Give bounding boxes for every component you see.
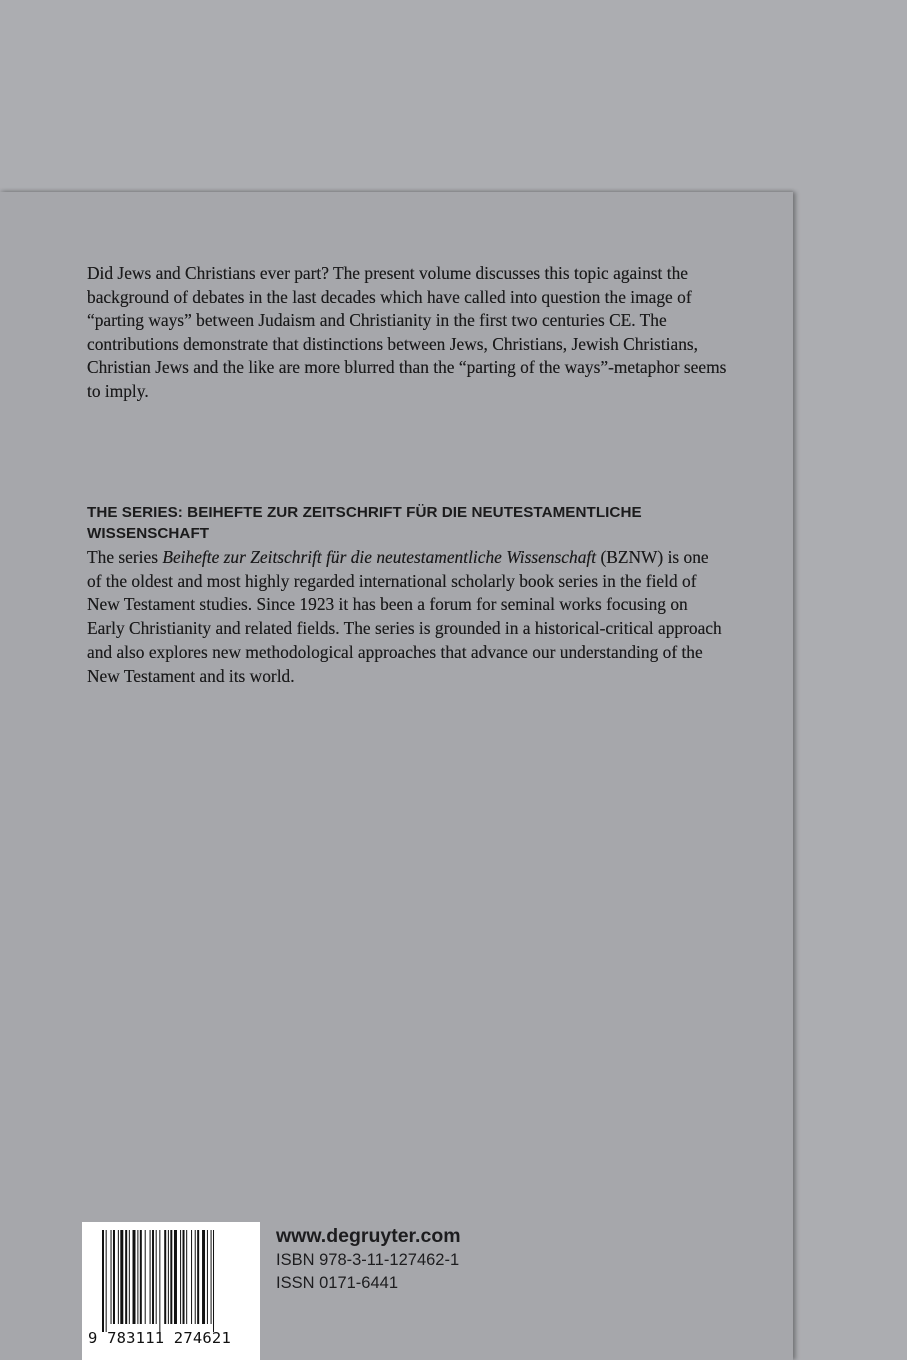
series-description [87, 546, 727, 688]
barcode-bar [174, 1230, 177, 1324]
barcode-bar [186, 1230, 187, 1324]
barcode-bars [102, 1230, 252, 1332]
barcode-bar [195, 1230, 196, 1324]
barcode-bar [150, 1230, 151, 1324]
barcode-bar [140, 1230, 142, 1324]
barcode-bar [156, 1230, 157, 1324]
series-heading: THE SERIES: BEIHEFTE ZUR ZEITSCHRIFT FÜR DIE NEUTESTAMENTLICHE WISSENSCHAFT [87, 504, 642, 542]
barcode-bar [168, 1230, 169, 1324]
barcode-bar [152, 1230, 154, 1324]
series-intro: The series [87, 547, 158, 567]
isbn-number: ISBN 978-3-11-127462-1 [276, 1251, 460, 1269]
barcode-bar [207, 1230, 208, 1324]
barcode-bar [145, 1230, 146, 1324]
barcode-bar [111, 1230, 112, 1324]
barcode-bar [164, 1230, 166, 1324]
publisher-info [276, 1224, 461, 1295]
barcode-bar [183, 1230, 185, 1324]
series-body: (BZNW) is one of the oldest and most highly regarded international scholarly book series in the field of New Testament studies. Since 1923 it has been a forum for seminal works focusing on Early Christianity and related fields. The series is grounded in a historical-critical approach and also explores new methodological approaches that advance our understanding of the New Testament and its world. [87, 547, 722, 686]
barcode-bar [125, 1230, 127, 1324]
book-blurb: Did Jews and Christians ever part? The present volume discusses this topic against the background of debates in the last decades which have called into question the image of “parting ways” between Judaism and Christianity in the first two centuries CE. The contributions demonstrate that distinctions between Jews, Christians, Jewish Christians, Christian Jews and the like are more blurred than the “parting of the ways”-metaphor seems to imply. [87, 263, 727, 401]
barcode-bar [191, 1230, 192, 1324]
barcode-bar [113, 1230, 115, 1324]
barcode-bar [213, 1230, 214, 1332]
barcode-bar [197, 1230, 199, 1324]
barcode-digits: 9 783111 274621 [88, 1329, 231, 1347]
barcode-bar [211, 1230, 212, 1324]
barcode-bar [137, 1230, 138, 1324]
barcode-bar [129, 1230, 130, 1324]
barcode-bar [106, 1230, 107, 1332]
isbn-barcode [82, 1222, 260, 1360]
issn-number: ISSN 0171-6441 [276, 1274, 399, 1292]
barcode-bar [118, 1230, 119, 1324]
barcode-bar [202, 1230, 205, 1324]
barcode-bar [159, 1230, 160, 1332]
barcode-bar [120, 1230, 123, 1324]
barcode-bar [133, 1230, 136, 1324]
series-title: Beihefte zur Zeitschrift für die neutestamentliche Wissenschaft [162, 547, 597, 567]
top-background [0, 0, 907, 192]
barcode-bar [180, 1230, 181, 1324]
right-background-strip [793, 192, 907, 1360]
barcode-bar [102, 1230, 104, 1332]
publisher-url: www.degruyter.com [276, 1225, 461, 1247]
barcode-bar [170, 1230, 172, 1324]
